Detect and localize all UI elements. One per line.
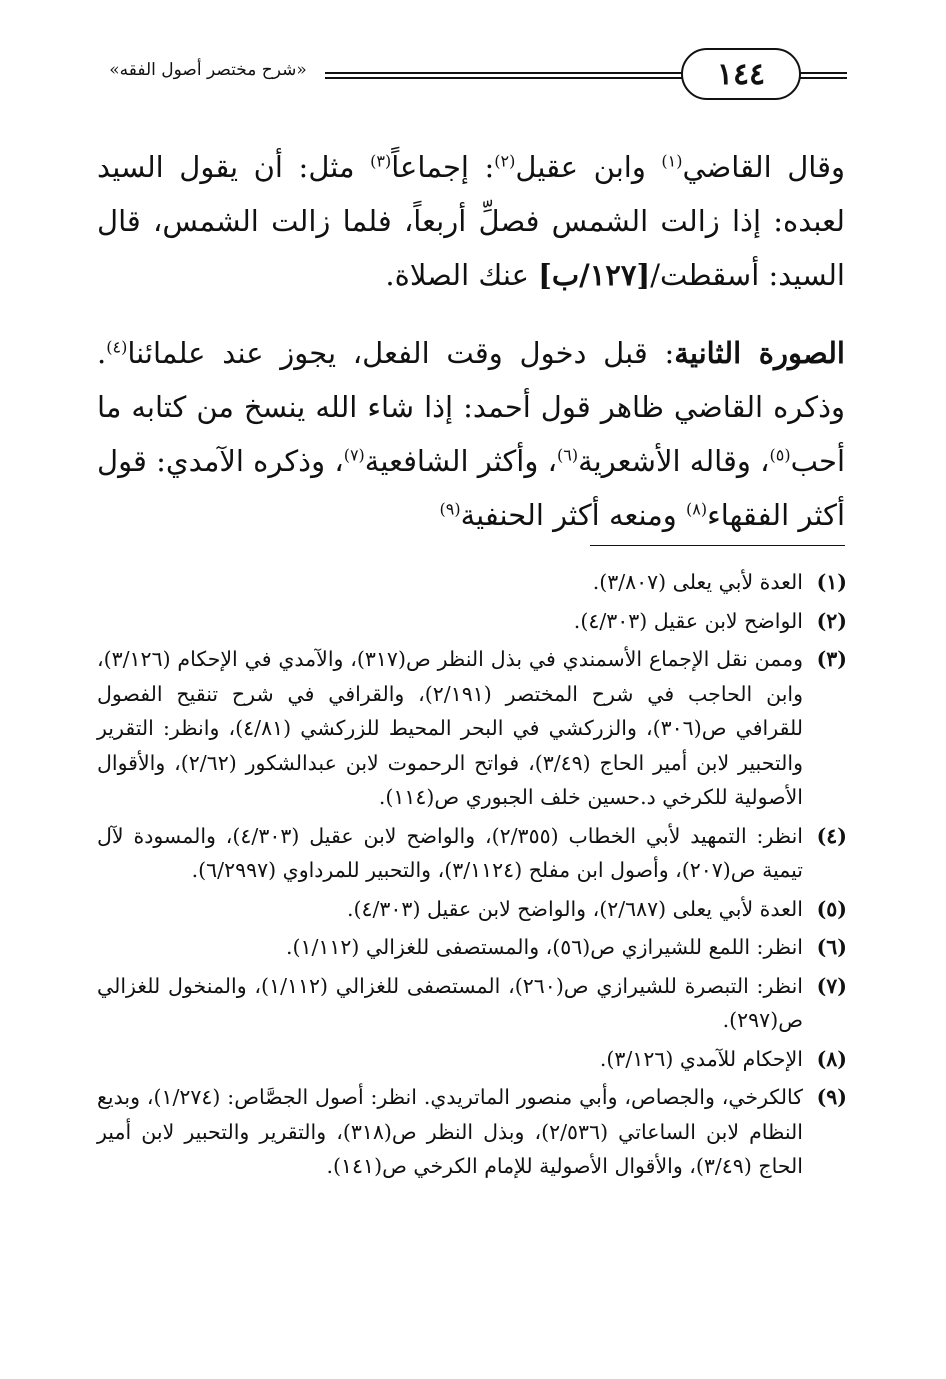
footnote-separator bbox=[590, 545, 845, 546]
footnote-text: انظر: التبصرة للشيرازي ص(٢٦٠)، المستصفى للغزالي (١/١١٢)، والمنخول للغزالي ص(٢٩٧). bbox=[97, 973, 803, 1032]
footnote-number: (٨) bbox=[816, 1046, 847, 1071]
page-number: ١٤٤ bbox=[716, 56, 766, 92]
text-run: وابن عقيل bbox=[515, 150, 662, 184]
text-run: وقال القاضي bbox=[682, 150, 846, 184]
text-run: ومنعه أكثر الحنفية bbox=[460, 498, 686, 532]
footnote-item bbox=[97, 1042, 847, 1077]
footnote-item bbox=[97, 892, 847, 927]
text-run: ، وذكره الآمدي: قول أكثر الفقهاء bbox=[97, 444, 845, 532]
footnote-item bbox=[97, 565, 847, 600]
footnote-text: كالكرخي، والجصاص، وأبي منصور الماتريدي. انظر: أصول الجصَّاص: (١/٢٧٤)، وبديع النظام لابن الساعاتي (٢/٥٣٦)، وبذل النظر ص(٣١٨)، والتقرير والتحبير لابن أمير الحاج (٣/٤٩)، والأقوال الأصولية للإمام الكرخي ص(١٤١). bbox=[97, 1085, 803, 1178]
text-run: عنك الصلاة. bbox=[385, 258, 539, 292]
page-header bbox=[95, 48, 847, 104]
footnote-number: (٢) bbox=[816, 608, 847, 633]
footnote-ref-3[interactable]: (٣) bbox=[370, 151, 392, 171]
paragraph-2 bbox=[97, 326, 845, 542]
footnote-number: (٥) bbox=[816, 896, 847, 921]
text-run: ، وأكثر الشافعية bbox=[364, 444, 557, 478]
footnote-ref-8[interactable]: (٨) bbox=[686, 499, 708, 519]
footnotes-list bbox=[97, 565, 847, 1188]
footnote-ref-2[interactable]: (٢) bbox=[494, 151, 516, 171]
footnote-ref-9[interactable]: (٩) bbox=[439, 499, 461, 519]
footnote-number: (٣) bbox=[816, 647, 847, 671]
footnote-ref-7[interactable]: (٧) bbox=[343, 445, 365, 465]
footnote-ref-6[interactable]: (٦) bbox=[556, 445, 579, 465]
footnote-ref-4[interactable]: (٤) bbox=[106, 337, 128, 357]
footnote-number: (١) bbox=[816, 570, 847, 594]
footnote-item bbox=[97, 819, 847, 888]
footnote-item bbox=[97, 969, 847, 1038]
footnote-item bbox=[97, 604, 847, 639]
text-run: مثل: أن يقول السيد لعبده: إذا زالت الشمس فصلِّ أربعاً، فلما زالت الشمس، قال السيد: أسقطت/ bbox=[97, 150, 845, 292]
page-number-badge bbox=[681, 48, 801, 100]
footnote-number: (٦) bbox=[816, 935, 847, 959]
footnote-text: الإحكام للآمدي (٣/١٢٦). bbox=[599, 1046, 803, 1071]
footnote-text: الواضح لابن عقيل (٤/٣٠٣). bbox=[573, 608, 803, 633]
footnote-ref-5[interactable]: (٥) bbox=[769, 445, 791, 465]
text-run: : قبل دخول وقت الفعل، يجوز عند علمائنا bbox=[127, 336, 675, 370]
running-title: «شرح مختصر أصول الفقه» bbox=[109, 60, 307, 80]
footnote-ref-1[interactable]: (١) bbox=[661, 151, 683, 171]
footnote-item bbox=[97, 642, 847, 815]
footnote-number: (٩) bbox=[816, 1085, 847, 1109]
paragraph-1 bbox=[97, 140, 845, 302]
section-heading: الصورة الثانية bbox=[674, 336, 845, 370]
footnote-text: انظر: اللمع للشيرازي ص(٥٦)، والمستصفى للغزالي (١/١١٢). bbox=[285, 935, 803, 959]
main-text bbox=[97, 140, 845, 542]
footnote-item bbox=[97, 1080, 847, 1184]
manuscript-folio-marker: [١٢٧/ب] bbox=[538, 258, 651, 292]
footnote-number: (٧) bbox=[816, 973, 847, 998]
header-rule-right bbox=[795, 72, 847, 79]
footnote-text: العدة لأبي يعلى (٢/٦٨٧)، والواضح لابن عقيل (٤/٣٠٣). bbox=[346, 896, 803, 921]
footnote-text: انظر: التمهيد لأبي الخطاب (٢/٣٥٥)، والواضح لابن عقيل (٤/٣٠٣)، والمسودة لآل تيمية ص(٢٠٧)، وأصول ابن مفلح (٣/١١٢٤)، والتحبير للمرداوي (٦/٢٩٩٧). bbox=[97, 823, 803, 882]
footnote-text: وممن نقل الإجماع الأسمندي في بذل النظر ص(٣١٧)، والآمدي في الإحكام (٣/١٢٦)، وابن الحاجب في شرح المختصر (٢/١٩١)، والقرافي في شرح تنقيح الفصول للقرافي ص(٣٠٦)، والزركشي في البحر المحيط للزركشي (٤/٨١)، وانظر: التقرير والتحبير لابن أمير الحاج (٣/٤٩)، فواتح الرحموت لابن عبدالشكور (٢/٦٢)، والأقوال الأصولية للكرخي د.حسين خلف الجبوري ص(١١٤). bbox=[97, 647, 804, 809]
text-run: : إجماعاً bbox=[391, 150, 495, 184]
footnote-item bbox=[97, 930, 847, 965]
footnote-text: العدة لأبي يعلى (٣/٨٠٧). bbox=[592, 570, 803, 594]
text-run: ، وقاله الأشعرية bbox=[578, 444, 770, 478]
text-run: . وذكره القاضي ظاهر قول أحمد: إذا شاء الله ينسخ من كتابه ما أحب bbox=[97, 336, 846, 478]
footnote-number: (٤) bbox=[816, 823, 847, 848]
